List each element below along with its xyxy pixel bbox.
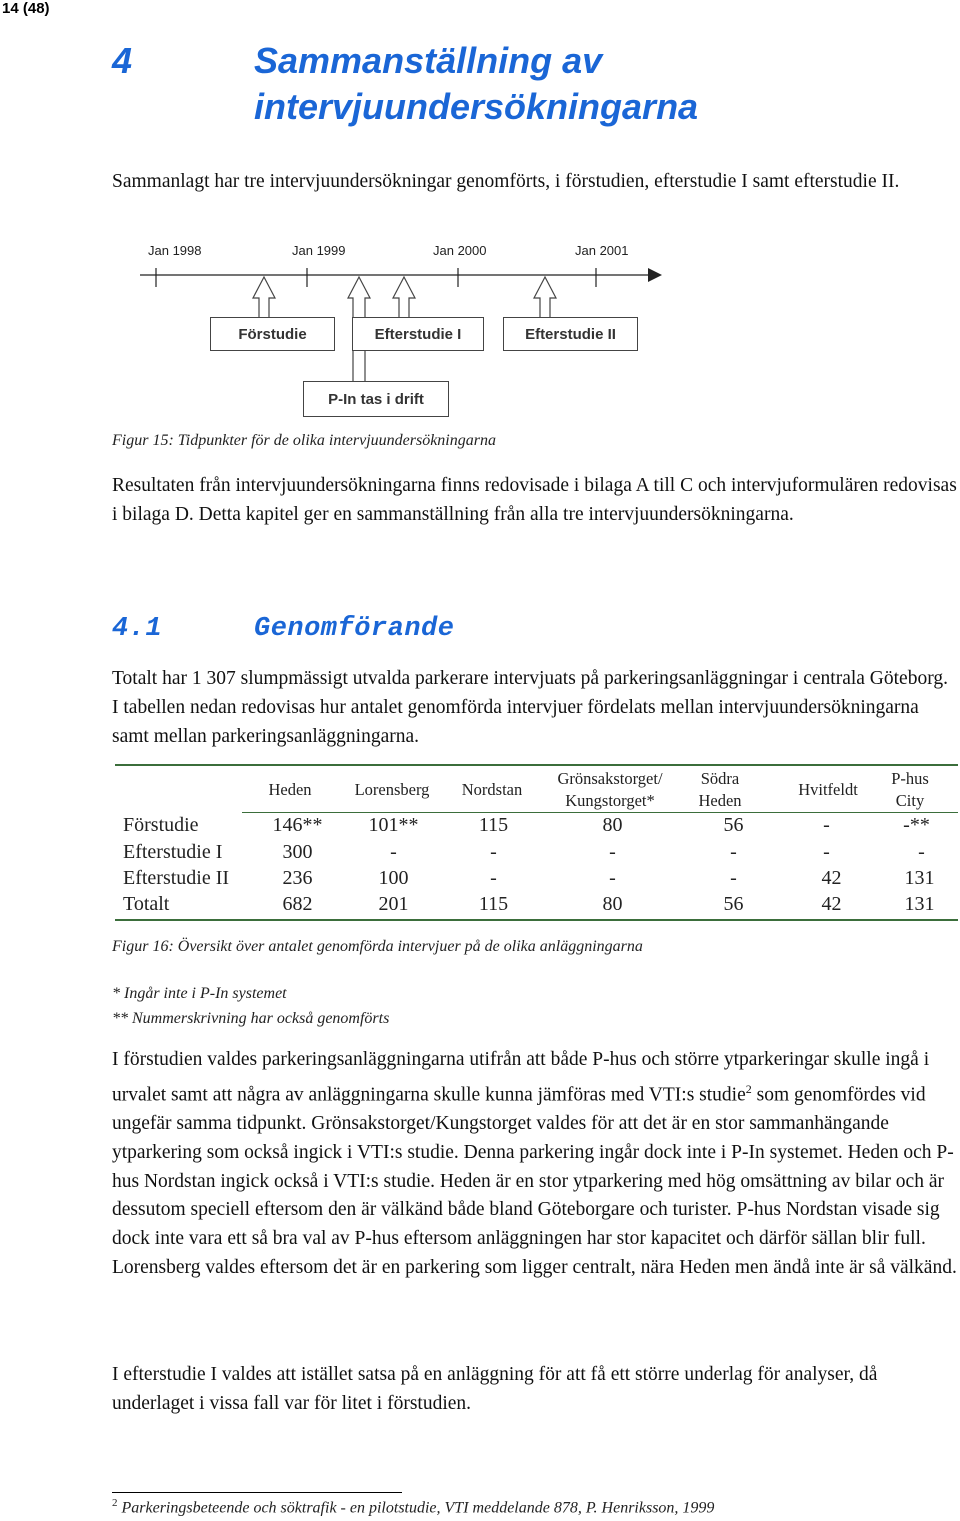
cell: - [730, 841, 737, 863]
table-header-rule [242, 812, 958, 813]
row-label: Förstudie [123, 814, 199, 836]
arrow-forstudie [253, 277, 275, 318]
figure-15-caption: Figur 15: Tidpunkter för de olika intervjuundersökningarna [112, 432, 496, 449]
note-plate-recording: ** Nummerskrivning har också genomförts [112, 1010, 390, 1027]
footnote-text: Parkeringsbeteende och söktrafik - en pilotstudie, VTI meddelande 878, P. Henriksson, 1999 [121, 1499, 715, 1517]
table-row-total [0, 893, 960, 920]
timeline-figure [0, 0, 960, 430]
cell: 101** [368, 814, 419, 836]
timeline-year-1998: Jan 1998 [148, 243, 202, 258]
col-header-p-hus-city: P-hus City [891, 769, 929, 810]
cell: -** [903, 814, 930, 836]
arrow-efterstudie-1 [393, 277, 415, 318]
cell: 300 [282, 841, 313, 863]
table-row [0, 841, 960, 868]
timeline-arrowhead [648, 268, 662, 282]
col-header-hvitfeldt: Hvitfeldt [798, 780, 858, 799]
chapter-number: 4 [112, 40, 133, 81]
figure-16-caption: Figur 16: Översikt över antalet genomförda intervjuer på de olika anläggningarna [112, 938, 643, 955]
cell: - [730, 867, 737, 889]
cell: 236 [282, 867, 313, 889]
results-paragraph: Resultaten från intervjuundersökningarna finns redovisade i bilaga A till C och intervjuformulären redovisas i bilaga D. Detta kapitel ger en sammanställning från alla tre intervjuundersökningarna. [112, 475, 957, 525]
cell: - [490, 867, 497, 889]
cell: 42 [821, 867, 842, 889]
cell: 146** [272, 814, 323, 836]
cell: - [918, 841, 925, 863]
cell: 115 [478, 893, 509, 915]
section-number: 4.1 [112, 614, 163, 644]
cell: 56 [723, 893, 744, 915]
note-not-in-system: * Ingår inte i P-In systemet [112, 985, 287, 1002]
footnote-mark: 2 [112, 1497, 118, 1509]
col-header-lorensberg: Lorensberg [354, 780, 430, 799]
page-number: 14 (48) [2, 0, 50, 17]
cell: 131 [904, 893, 935, 915]
arrow-efterstudie-2 [534, 277, 556, 318]
timeline-year-2001: Jan 2001 [575, 243, 629, 258]
section-paragraph: Totalt har 1 307 slumpmässigt utvalda parkerare intervjuats på parkeringsanläggningar i centrala Göteborg. I tabellen nedan redovisas hur antalet genomförda intervjuer fördelats mellan intervjuundersökningarna samt mellan parkeringsanläggningarna. [112, 668, 948, 747]
cell: 131 [904, 867, 935, 889]
cell: - [823, 841, 830, 863]
cell: - [490, 841, 497, 863]
cell: - [609, 841, 616, 863]
footnote-rule [112, 1492, 402, 1493]
row-label: Efterstudie II [123, 867, 230, 889]
cell: 42 [821, 893, 842, 915]
section-heading [112, 614, 455, 644]
phase-box-forstudie: Förstudie [210, 317, 335, 351]
table-row [0, 814, 960, 841]
cell: - [390, 841, 397, 863]
body-paragraph-1-part-b: som genomfördes vid ungefär samma tidpunkt. Grönsakstorget/Kungstorget valdes för att det är en stor sammanhängande ytparkering som också ingick i VTI:s studie. Denna parkering ingår dock inte i P-In systemet. Heden och P-hus Nordstan ingick också i VTI:s studie. Heden är en stor ytparkering med hög omsättning av bilar och är dessutom speciell eftersom den är välkänd både bland Göteborgare och turister. P-hus Nordstan visade sig dock inte vara ett så bra val av P-hus eftersom anläggningen har stor kapacitet och därför sällan blir full. Lorensberg valdes eftersom det är en parkering som ligger centralt, nära Heden men ändå inte är så välkänd. [112, 1084, 957, 1279]
row-label: Totalt [123, 893, 170, 915]
col-header-nordstan: Nordstan [461, 780, 523, 799]
cell: 682 [282, 893, 313, 915]
cell: 100 [378, 867, 409, 889]
timeline-graphic [0, 0, 960, 430]
footnote-ref: 2 [745, 1081, 752, 1096]
table-bottom-rule [115, 919, 958, 921]
event-box-p-in: P-In tas i drift [303, 381, 449, 417]
cell: 56 [723, 814, 744, 836]
body-paragraph-2: I efterstudie I valdes att istället satsa på en anläggning för att få ett större underlag för analyser, då underlaget i vissa fall var för litet i förstudien. [112, 1364, 878, 1414]
col-header-heden: Heden [268, 780, 312, 799]
cell: - [609, 867, 616, 889]
body-paragraph-1-part-a: I förstudien valdes parkeringsanläggningarna utifrån att både P-hus och större ytparkeringar skulle ingå i urvalet samt att några av anläggningarna skulle kunna jämföras med VTI:s studie [112, 1049, 930, 1106]
table-row [0, 867, 960, 894]
timeline-year-1999: Jan 1999 [292, 243, 346, 258]
cell: - [823, 814, 830, 836]
col-header-gronsakstorget: Grönsakstorget/ Kungstorget* [557, 769, 663, 810]
body-paragraph-1 [112, 1046, 957, 1283]
timeline-year-2000: Jan 2000 [433, 243, 487, 258]
phase-box-efterstudie-1: Efterstudie I [352, 317, 484, 351]
cell: 201 [378, 893, 409, 915]
row-label: Efterstudie I [123, 841, 223, 863]
chapter-title: Sammanställning av intervjuundersökningarna [254, 40, 699, 127]
interview-table [0, 760, 960, 925]
phase-box-efterstudie-2: Efterstudie II [503, 317, 638, 351]
footnote [112, 1497, 714, 1517]
section-title: Genomförande [254, 614, 455, 644]
col-header-sodra-heden: Södra Heden [698, 769, 742, 810]
cell: 80 [602, 814, 623, 836]
intro-paragraph: Sammanlagt har tre intervjuundersökningar genomförts, i förstudien, efterstudie I samt efterstudie II. [112, 171, 900, 192]
cell: 115 [478, 814, 509, 836]
table-top-rule [115, 764, 958, 766]
cell: 80 [602, 893, 623, 915]
